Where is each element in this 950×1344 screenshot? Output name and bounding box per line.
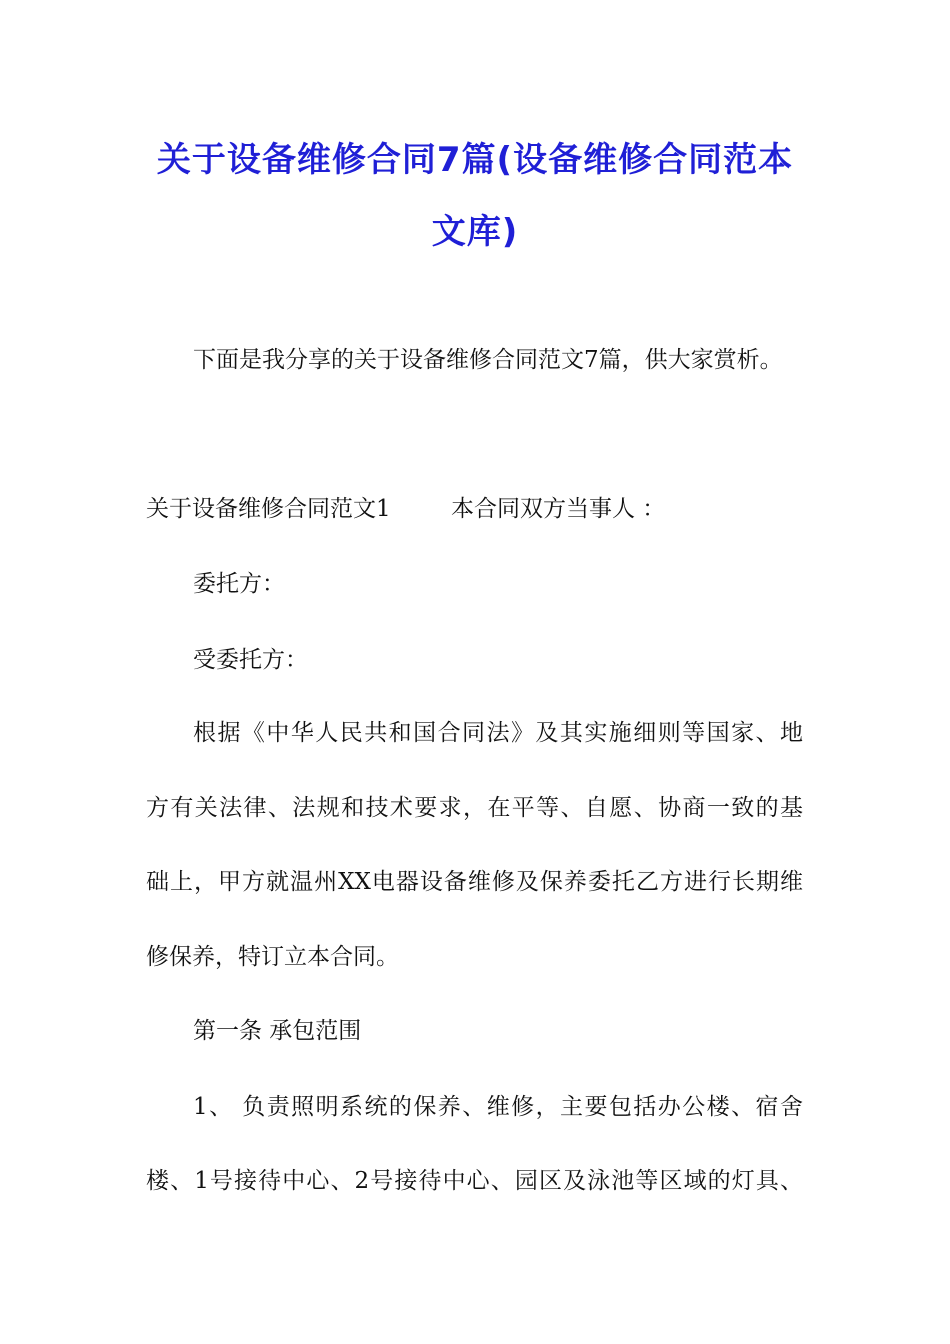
client-label: 委托方： bbox=[193, 571, 285, 597]
document-title-line-1: 关于设备维修合同7篇(设备维修合同范本 bbox=[156, 140, 794, 180]
section-heading: 关于设备维修合同范文1 bbox=[146, 496, 391, 522]
list-item-line: 1、 负责照明系统的保养、维修，主要包括办公楼、宿舍 bbox=[193, 1094, 803, 1120]
paragraph-line: 方有关法律、法规和技术要求，在平等、自愿、协商一致的基 bbox=[146, 795, 803, 821]
document-title-line-2: 文库) bbox=[431, 212, 519, 252]
section-heading-row bbox=[146, 498, 803, 521]
parties-label: 本合同双方当事人 ： bbox=[451, 496, 666, 522]
paragraph-line: 修保养，特订立本合同。 bbox=[146, 944, 399, 970]
list-item-line: 楼、1号接待中心、2号接待中心、园区及泳池等区域的灯具、 bbox=[146, 1168, 803, 1194]
contractor-label: 受委托方： bbox=[193, 647, 308, 673]
paragraph-line: 础上，甲方就温州XX电器设备维修及保养委托乙方进行长期维 bbox=[146, 869, 803, 895]
article-heading: 第一条 承包范围 bbox=[193, 1018, 362, 1044]
intro-paragraph: 下面是我分享的关于设备维修合同范文7篇，供大家赏析。 bbox=[193, 347, 783, 373]
paragraph-line: 根据《中华人民共和国合同法》及其实施细则等国家、地 bbox=[193, 720, 803, 746]
